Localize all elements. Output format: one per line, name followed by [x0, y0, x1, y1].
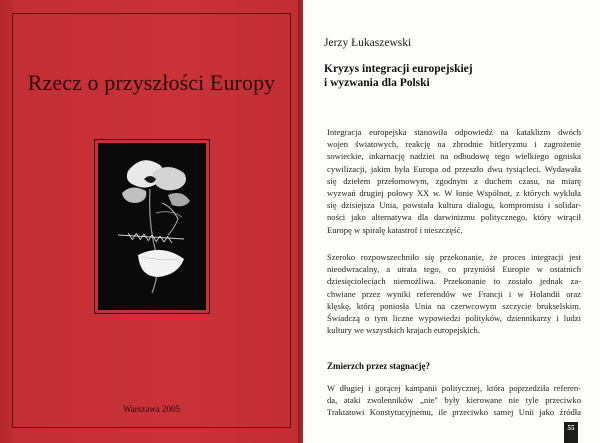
- text-line: da, ataki zwolenników „nie" były kierowane nie tyle przeciwko: [327, 395, 581, 406]
- book-page: [303, 0, 600, 443]
- text-line: wojen światowych, reakcję na zbrodnie hitleryzmu i zagrożenie: [327, 139, 581, 150]
- paragraph-1: [327, 126, 581, 236]
- text-line: Szeroko rozpowszechniło się przekonanie, że proces integracji jest: [327, 252, 581, 262]
- text-line: Świadczą o tym liczne wypowiedzi polityków, dziennikarzy i ludzi: [327, 313, 581, 324]
- article-title: [324, 62, 574, 90]
- text-line: wyzwań drugiej połowy XX w. W łonie Wspólnot, z których wykluła: [327, 188, 581, 199]
- section-subheading: Zmierzch przez stagnację?: [327, 361, 430, 371]
- paragraph-3: [327, 382, 581, 419]
- text-line: nieodwracalny, a utrata tego, co przyniósł Europie w ostatnich: [327, 264, 581, 275]
- text-line: się dziełem przełomowym, zgodnym z duchem czasu, na miarę: [327, 175, 581, 186]
- cover-photo: [98, 143, 206, 310]
- text-line: chwiane przez wyniki referendów we Francji i w Holandii oraz: [327, 288, 581, 299]
- text-line: Integracja europejska stanowiła odpowiedź na kataklizm dwóch: [327, 127, 581, 137]
- text-line: klęskę, którą poniosła Unia na czerwcowym szczycie brukselskim.: [327, 300, 581, 311]
- article-title-line: i wyzwania dla Polski: [324, 77, 430, 89]
- text-line: ności jako alternatywa dla darwinizmu politycznego, który wtrącił: [327, 212, 581, 223]
- text-line: cywilizacji, jakim była Europa od przeszło dwu tysiącleci. Wydawała: [327, 163, 581, 174]
- text-line: Traktatowi Konstytucyjnemu, ile przeciwko samej Unii jako źródła: [327, 407, 581, 418]
- text-line: sowieckie, inkarnację nadziei na odbudowę tego wielkiego ogniska: [327, 151, 581, 162]
- article-title-line: Kryzys integracji europejskiej: [324, 63, 473, 75]
- author-name: Jerzy Łukaszewski: [324, 37, 412, 49]
- text-line: dziesięcioleciach niemożliwa. Przekonanie to zostało jednak za-: [327, 276, 581, 287]
- text-line: kultury we wszystkich krajach europejskich.: [327, 325, 480, 336]
- text-line: Europę w spiralę katastrof i nieszczęść.: [327, 224, 463, 235]
- page-number: 55: [564, 422, 578, 443]
- cover-title: Rzecz o przyszłości Europy: [27, 70, 276, 95]
- text-line: się dzisiejsza Unia, powstała kultura dialogu, kompromisu i solidar-: [327, 200, 581, 211]
- cover-imprint: Warszawa 2005: [122, 404, 180, 414]
- text-line: W długiej i gorącej kampanii politycznej, która poprzedziła referen-: [327, 383, 581, 393]
- paragraph-2: [327, 251, 581, 336]
